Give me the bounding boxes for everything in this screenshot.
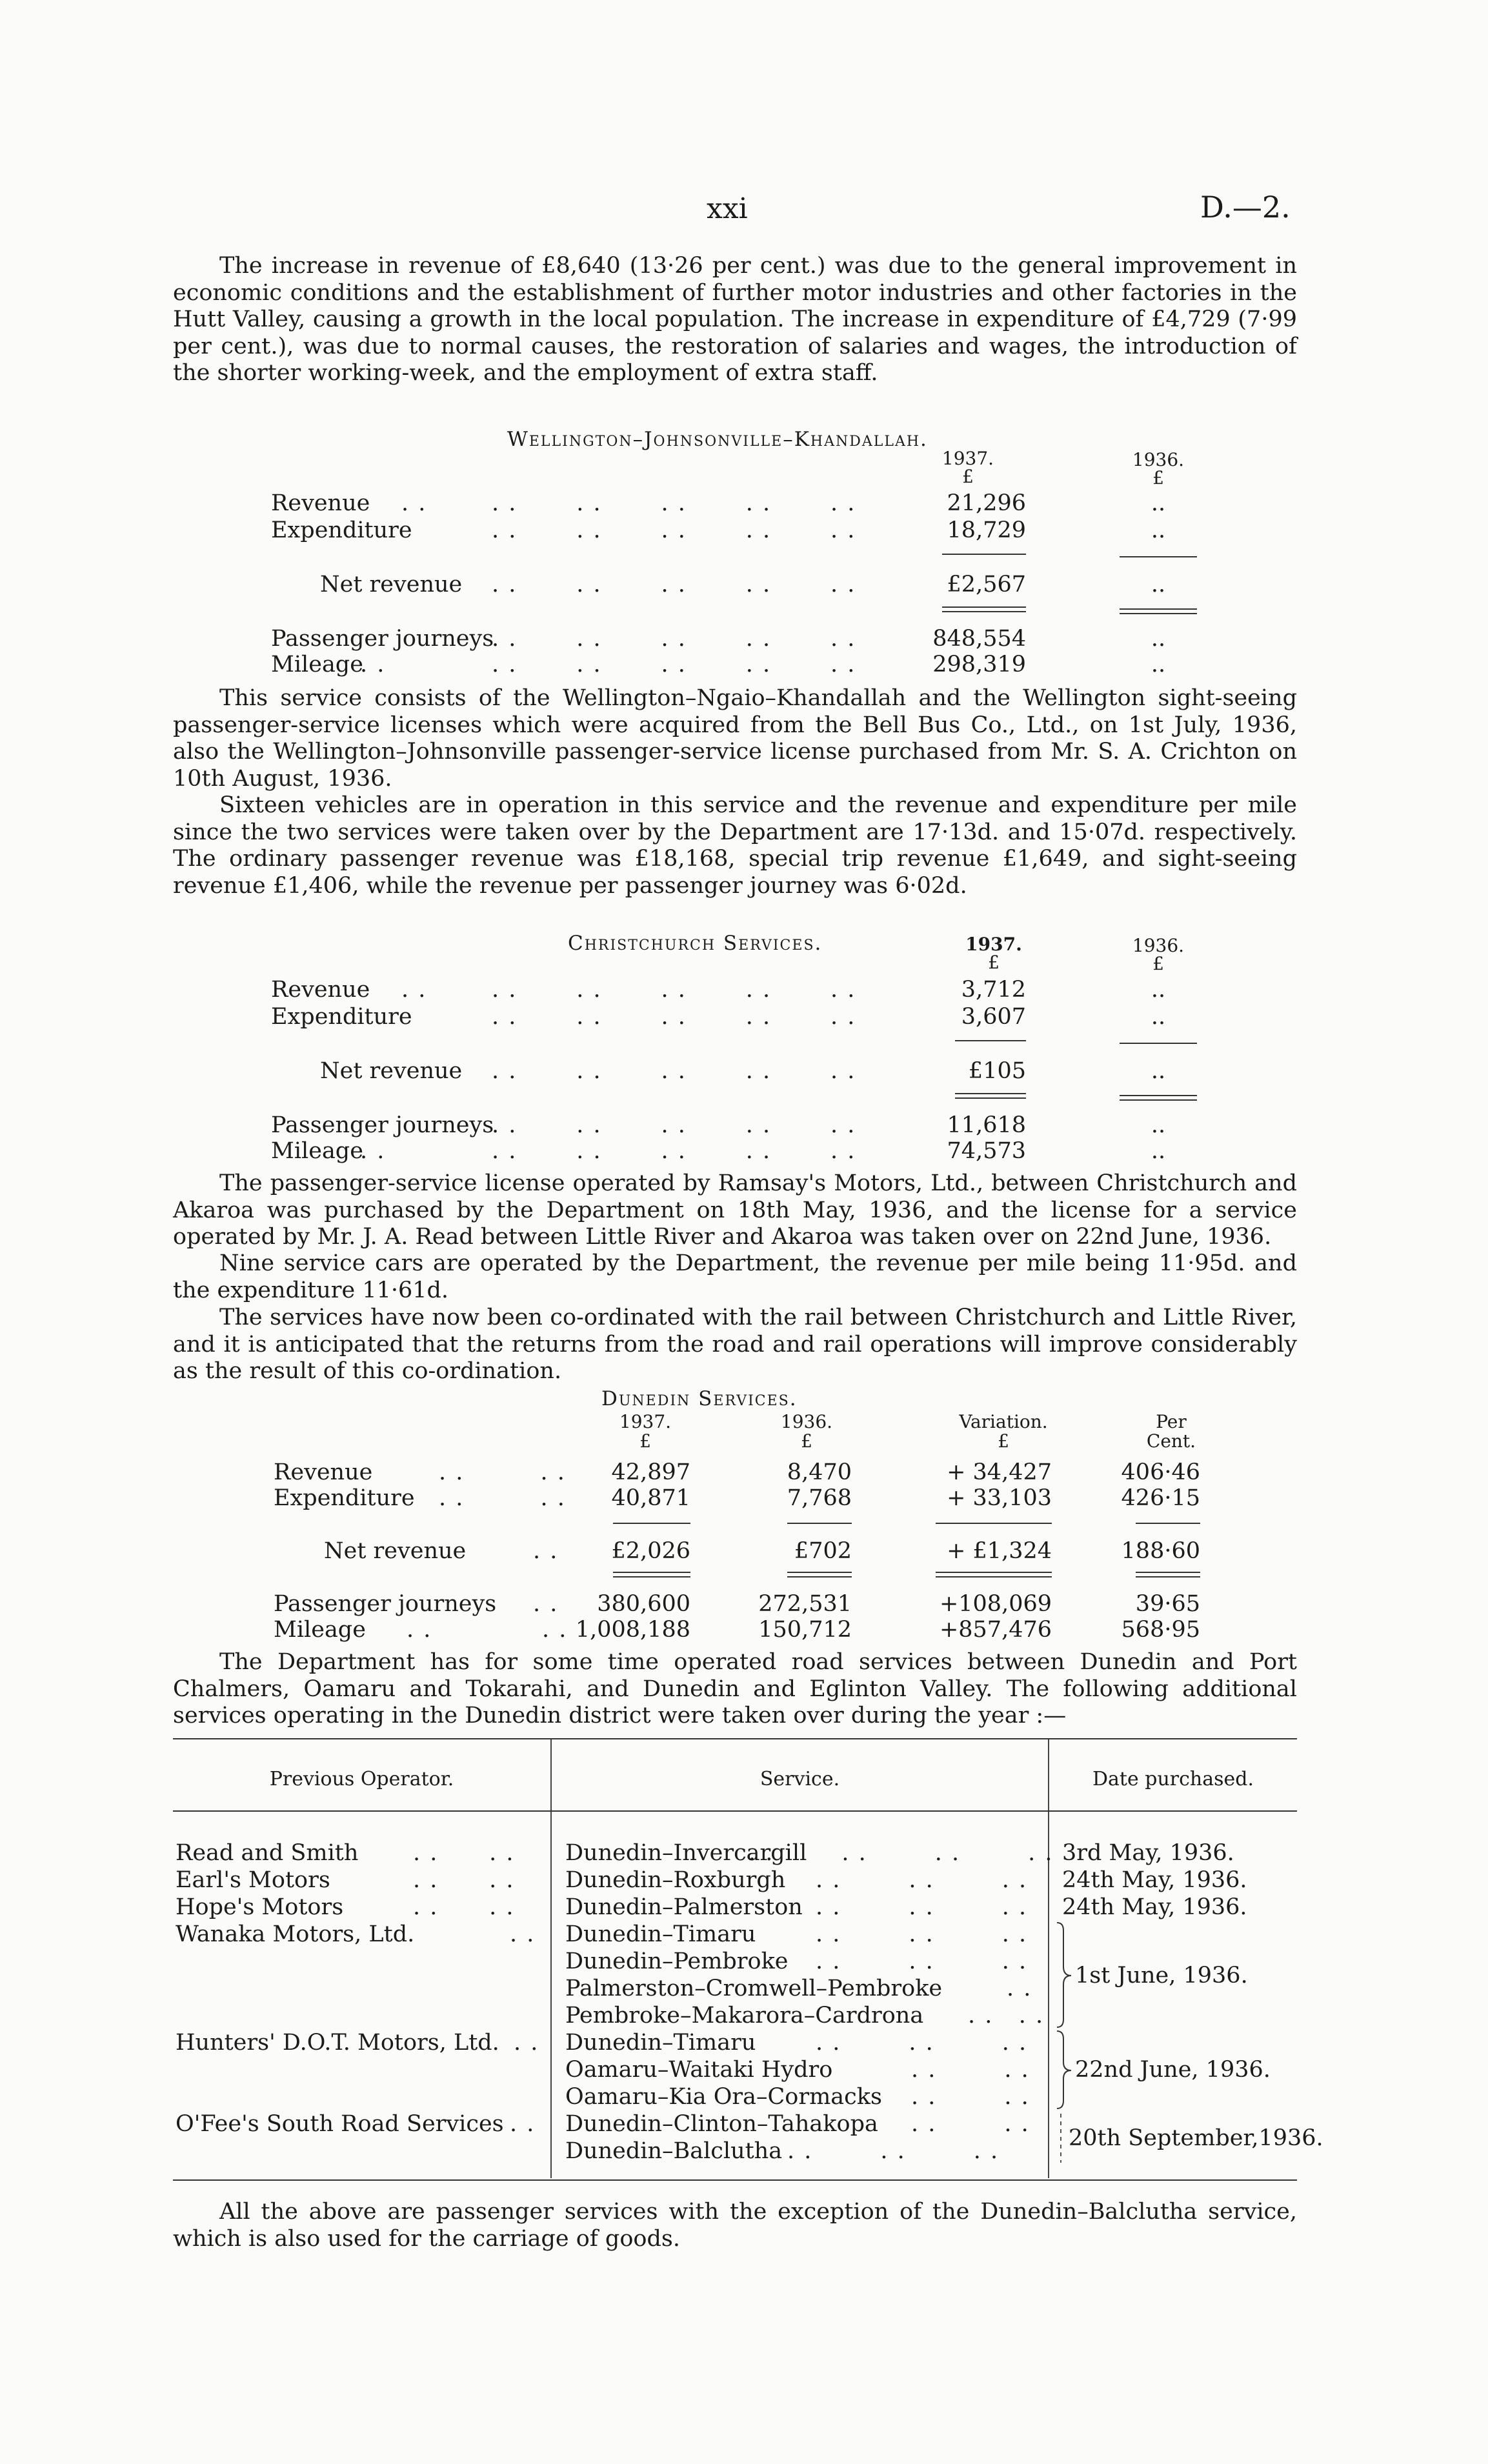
christchurch-title: Christchurch Services. bbox=[568, 932, 823, 955]
dunedin-passenger-journeys-percent: 39·65 bbox=[1135, 1591, 1200, 1617]
christchurch-mileage-1936: .. bbox=[1151, 1138, 1166, 1164]
header-service: Service. bbox=[759, 1768, 840, 1790]
dot-leader: . . bbox=[533, 1591, 559, 1617]
christchurch-paragraph-2-text: Nine service cars are operated by the Department, the revenue per mile being 11·95d. and the expenditure 11·61d. bbox=[173, 1250, 1297, 1303]
column-divider bbox=[550, 1739, 552, 2178]
christchurch-passenger-journeys-1936: .. bbox=[1151, 1112, 1166, 1138]
wellington-paragraph-2-text: Sixteen vehicles are in operation in this service and the revenue and expenditure per mile since the two services were taken over by the Department are 17·13d. and 15·07d. respectively. The ordinary passenger revenue was £18,168, special trip revenue £1,649, and sight-seeing revenue £1,406, while the revenue per passenger journey was 6·02d. bbox=[173, 792, 1297, 899]
dunedin-paragraph-1 bbox=[173, 1649, 1297, 1730]
dunedin-title: Dunedin Services. bbox=[601, 1387, 798, 1410]
operator-hunters-dot-motors: Hunters' D.O.T. Motors, Ltd. bbox=[176, 2030, 499, 2056]
dot-leader: . . . . bbox=[911, 2084, 1030, 2110]
service-dunedin-roxburgh: Dunedin–Roxburgh bbox=[565, 1867, 786, 1893]
dot-leader: . . bbox=[360, 1138, 386, 1164]
dot-leader: . . . . . . . . . . bbox=[492, 626, 856, 652]
table-top-rule bbox=[173, 1738, 1297, 1739]
christchurch-paragraph-1 bbox=[173, 1170, 1297, 1251]
dot-leader: . . . . . . . . . . bbox=[492, 977, 856, 1003]
dot-leader: . . . . bbox=[911, 2111, 1030, 2137]
dot-leader: . . . . . . . . bbox=[749, 1840, 1054, 1866]
christchurch-mileage-label: Mileage bbox=[271, 1138, 363, 1164]
dot-leader: . . bbox=[510, 1921, 536, 1947]
service-dunedin-palmerston: Dunedin–Palmerston bbox=[565, 1894, 803, 1920]
double-rule bbox=[613, 1572, 690, 1578]
wellington-mileage-1937: 298,319 bbox=[932, 652, 1026, 677]
service-dunedin-timaru-2: Dunedin–Timaru bbox=[565, 2030, 756, 2056]
christchurch-paragraph-3 bbox=[173, 1305, 1297, 1385]
wellington-paragraph-1 bbox=[173, 685, 1297, 792]
operator-ofees-south-road: O'Fee's South Road Services bbox=[176, 2111, 504, 2137]
dot-leader: . . . . . . bbox=[787, 2138, 1000, 2164]
operator-wanaka-motors: Wanaka Motors, Ltd. bbox=[176, 1921, 415, 1947]
double-rule bbox=[1120, 608, 1197, 614]
table-bottom-rule bbox=[173, 2179, 1297, 2181]
wellington-revenue-1936: .. bbox=[1151, 490, 1166, 516]
dunedin-revenue-label: Revenue bbox=[274, 1459, 373, 1485]
wellington-unit-1936: £ bbox=[1152, 467, 1164, 488]
dunedin-expenditure-percent: 426·15 bbox=[1121, 1485, 1200, 1511]
wellington-net-revenue-1937: £2,567 bbox=[947, 572, 1026, 597]
christchurch-passenger-journeys-label: Passenger journeys bbox=[271, 1112, 494, 1138]
wellington-title: Wellington–Johnsonville–Khandallah. bbox=[507, 428, 928, 451]
wellington-net-revenue-1936: .. bbox=[1151, 572, 1166, 597]
service-dunedin-pembroke: Dunedin–Pembroke bbox=[565, 1948, 789, 1974]
wellington-expenditure-label: Expenditure bbox=[271, 517, 412, 543]
christchurch-col-1936: 1936. bbox=[1132, 935, 1185, 956]
operator-hopes-motors: Hope's Motors bbox=[176, 1894, 344, 1920]
service-dunedin-timaru: Dunedin–Timaru bbox=[565, 1921, 756, 1947]
dot-leader: . . . . . . . . . . bbox=[492, 652, 856, 677]
dot-leader: . . . . . . bbox=[816, 2030, 1028, 2056]
wellington-unit-1937: £ bbox=[962, 466, 974, 487]
dunedin-paragraph-1-text: The Department has for some time operated road services between Dunedin and Port Chalmers, Oamaru and Tokarahi, and Dunedin and Eglinton Valley. The following additional services operating in the Dunedin district were taken over during the year :— bbox=[173, 1649, 1297, 1728]
dunedin-net-revenue-1936: £702 bbox=[794, 1538, 852, 1564]
christchurch-paragraph-2 bbox=[173, 1250, 1297, 1304]
wellington-col-1936: 1936. bbox=[1132, 449, 1185, 470]
dot-leader: . . . . bbox=[413, 1840, 515, 1866]
service-oamaru-waitaki-hydro: Oamaru–Waitaki Hydro bbox=[565, 2057, 833, 2083]
date-read-and-smith: 3rd May, 1936. bbox=[1062, 1840, 1234, 1866]
dot-leader: . . bbox=[514, 2030, 539, 2056]
dot-leader: . . . . bbox=[413, 1867, 515, 1893]
wellington-col-1937: 1937. bbox=[941, 448, 994, 469]
christchurch-revenue-label: Revenue bbox=[271, 977, 370, 1003]
dunedin-unit-variation: £ bbox=[998, 1430, 1009, 1452]
dunedin-col-1936: 1936. bbox=[780, 1411, 833, 1432]
dot-leader: . . bbox=[401, 490, 427, 516]
christchurch-unit-1936: £ bbox=[1152, 953, 1164, 974]
date-wanaka-motors: 1st June, 1936. bbox=[1075, 1963, 1248, 1988]
operator-earls-motors: Earl's Motors bbox=[176, 1867, 330, 1893]
dot-leader: . . . . . . . . . . bbox=[492, 490, 856, 516]
rule bbox=[936, 1523, 1052, 1524]
rule bbox=[955, 1040, 1026, 1041]
christchurch-paragraph-3-text: The services have now been co-ordinated with the rail between Christchurch and Little River, and it is anticipated that the returns from the road and rail operations will improve considerably as the result of this co-ordination. bbox=[173, 1305, 1297, 1384]
dot-leader: . . . . . . bbox=[816, 1867, 1028, 1893]
dot-leader: . . . . . . bbox=[816, 1948, 1028, 1974]
header-previous-operator: Previous Operator. bbox=[269, 1768, 454, 1790]
wellington-revenue-1937: 21,296 bbox=[947, 490, 1026, 516]
christchurch-expenditure-1936: .. bbox=[1151, 1004, 1166, 1030]
dunedin-revenue-percent: 406·46 bbox=[1121, 1459, 1200, 1485]
bracket-ofees bbox=[1056, 2111, 1066, 2165]
rule bbox=[1120, 1043, 1197, 1044]
wellington-paragraph-1-text: This service consists of the Wellington–Ngaio–Khandallah and the Wellington sight-seeing passenger-service licenses which were acquired from the Bell Bus Co., Ltd., on 1st July, 1936, also the Wellington–Johnsonville passenger-service license purchased from Mr. S. A. Crichton on 10th August, 1936. bbox=[173, 685, 1297, 792]
dunedin-expenditure-label: Expenditure bbox=[274, 1485, 415, 1511]
dunedin-unit-1937: £ bbox=[639, 1430, 651, 1452]
dunedin-passenger-journeys-variation: +108,069 bbox=[939, 1591, 1052, 1617]
dot-leader: . . bbox=[533, 1538, 559, 1564]
dunedin-revenue-1936: 8,470 bbox=[787, 1459, 852, 1485]
column-divider bbox=[1048, 1739, 1049, 2178]
christchurch-col-1937: 1937. bbox=[965, 934, 1022, 955]
service-dunedin-clinton-tahakopa: Dunedin–Clinton–Tahakopa bbox=[565, 2111, 878, 2137]
dot-leader: . . . . bbox=[407, 1617, 568, 1643]
rule bbox=[787, 1523, 852, 1524]
wellington-mileage-1936: .. bbox=[1151, 652, 1166, 677]
service-oamaru-kia-ora-cormacks: Oamaru–Kia Ora–Cormacks bbox=[565, 2084, 882, 2110]
dunedin-revenue-1937: 42,897 bbox=[611, 1459, 690, 1485]
service-dunedin-balclutha: Dunedin–Balclutha bbox=[565, 2138, 783, 2164]
dot-leader: . . . . . . . . . . bbox=[492, 1004, 856, 1030]
christchurch-unit-1937: £ bbox=[988, 952, 1000, 973]
dot-leader: . . bbox=[360, 652, 386, 677]
dot-leader: . . . . . . . . . . bbox=[492, 1058, 856, 1084]
dunedin-expenditure-1936: 7,768 bbox=[787, 1485, 852, 1511]
christchurch-net-revenue-1937: £105 bbox=[968, 1058, 1026, 1084]
christchurch-passenger-journeys-1937: 11,618 bbox=[947, 1112, 1026, 1138]
dunedin-revenue-variation: + 34,427 bbox=[947, 1459, 1052, 1485]
wellington-paragraph-2 bbox=[173, 792, 1297, 899]
wellington-expenditure-1937: 18,729 bbox=[947, 517, 1026, 543]
dot-leader: . . . . bbox=[911, 2057, 1030, 2083]
dunedin-net-revenue-1937: £2,026 bbox=[611, 1538, 690, 1564]
dunedin-col-1937: 1937. bbox=[619, 1411, 672, 1432]
dot-leader: . . bbox=[401, 977, 427, 1003]
wellington-passenger-journeys-label: Passenger journeys bbox=[271, 626, 494, 652]
dot-leader: . . . . . . . . . . bbox=[492, 1138, 856, 1164]
dunedin-passenger-journeys-1936: 272,531 bbox=[758, 1591, 852, 1617]
dunedin-net-revenue-label: Net revenue bbox=[324, 1538, 467, 1564]
dot-leader: . . . . . . bbox=[816, 1921, 1028, 1947]
closing-paragraph-text: All the above are passenger services with the exception of the Dunedin–Balclutha service, which is also used for the carriage of goods. bbox=[173, 2199, 1297, 2252]
double-rule bbox=[1120, 1095, 1197, 1101]
rule bbox=[942, 554, 1026, 555]
double-rule bbox=[787, 1572, 852, 1578]
christchurch-net-revenue-1936: .. bbox=[1151, 1058, 1166, 1084]
dunedin-unit-1936: £ bbox=[801, 1430, 812, 1452]
dot-leader: . . . . bbox=[413, 1894, 515, 1920]
date-earls-motors: 24th May, 1936. bbox=[1062, 1867, 1247, 1893]
christchurch-expenditure-1937: 3,607 bbox=[961, 1004, 1026, 1030]
document-reference: D.—2. bbox=[1200, 190, 1291, 225]
header-date-purchased: Date purchased. bbox=[1092, 1768, 1254, 1790]
intro-paragraph-text: The increase in revenue of £8,640 (13·26 per cent.) was due to the general improvement in economic conditions and the establishment of further motor industries and other factories in the Hutt Valley, causing a growth in the local population. The increase in expenditure of £4,729 (7·99 per cent.), was due to normal causes, the restoration of salaries and wages, the introduction of the shorter working-week, and the employment of extra staff. bbox=[173, 253, 1297, 386]
christchurch-mileage-1937: 74,573 bbox=[947, 1138, 1026, 1164]
dot-leader: . . . . . . bbox=[816, 1894, 1028, 1920]
dot-leader: . . bbox=[510, 2111, 536, 2137]
dot-leader: . . . . . . . . . . bbox=[492, 1112, 856, 1138]
page-number: xxi bbox=[707, 192, 748, 225]
dunedin-mileage-percent: 568·95 bbox=[1121, 1617, 1200, 1643]
dunedin-col-per: Per bbox=[1156, 1411, 1187, 1432]
dot-leader: . . . . . . . . . . bbox=[492, 572, 856, 597]
dot-leader: . . bbox=[1007, 1976, 1032, 2001]
christchurch-revenue-1936: .. bbox=[1151, 977, 1166, 1003]
wellington-mileage-label: Mileage bbox=[271, 652, 363, 677]
dot-leader: . . . . bbox=[439, 1485, 566, 1511]
dunedin-mileage-variation: +857,476 bbox=[939, 1617, 1052, 1643]
date-hopes-motors: 24th May, 1936. bbox=[1062, 1894, 1247, 1920]
dunedin-net-revenue-variation: + £1,324 bbox=[947, 1538, 1052, 1564]
wellington-passenger-journeys-1936: .. bbox=[1151, 626, 1166, 652]
intro-paragraph bbox=[173, 253, 1297, 387]
dunedin-mileage-1937: 1,008,188 bbox=[575, 1617, 690, 1643]
christchurch-net-revenue-label: Net revenue bbox=[320, 1058, 463, 1084]
bracket-hunters bbox=[1056, 2030, 1075, 2111]
rule bbox=[1136, 1523, 1200, 1524]
dunedin-col-cent: Cent. bbox=[1146, 1430, 1196, 1452]
dunedin-col-variation: Variation. bbox=[959, 1411, 1048, 1432]
dunedin-mileage-label: Mileage bbox=[274, 1617, 366, 1643]
christchurch-revenue-1937: 3,712 bbox=[961, 977, 1026, 1003]
double-rule bbox=[942, 606, 1026, 612]
service-dunedin-invercargill: Dunedin–Invercargill bbox=[565, 1840, 807, 1866]
christchurch-paragraph-1-text: The passenger-service license operated by Ramsay's Motors, Ltd., between Christchurch and Akaroa was purchased by the Department on 18th May, 1936, and the license for a service operated by Mr. J. A. Read between Little River and Akaroa was taken over on 22nd June, 1936. bbox=[173, 1170, 1297, 1250]
service-pembroke-makarora-cardrona: Pembroke–Makarora–Cardrona bbox=[565, 2003, 924, 2028]
dunedin-passenger-journeys-label: Passenger journeys bbox=[274, 1591, 497, 1617]
service-palmerston-cromwell-pembroke: Palmerston–Cromwell–Pembroke bbox=[565, 1976, 943, 2001]
dunedin-mileage-1936: 150,712 bbox=[758, 1617, 852, 1643]
dot-leader: . . . . bbox=[439, 1459, 566, 1485]
dunedin-passenger-journeys-1937: 380,600 bbox=[597, 1591, 690, 1617]
dunedin-net-revenue-percent: 188·60 bbox=[1121, 1538, 1200, 1564]
bracket-wanaka bbox=[1056, 1921, 1075, 2030]
rule bbox=[613, 1523, 690, 1524]
operator-read-and-smith: Read and Smith bbox=[176, 1840, 359, 1866]
wellington-passenger-journeys-1937: 848,554 bbox=[932, 626, 1026, 652]
wellington-net-revenue-label: Net revenue bbox=[320, 572, 463, 597]
dot-leader: . . . . . . . . . . bbox=[492, 517, 856, 543]
date-ofees-south-road: 20th September,1936. bbox=[1069, 2125, 1323, 2151]
rule bbox=[1120, 556, 1197, 557]
double-rule bbox=[1136, 1572, 1200, 1578]
wellington-expenditure-1936: .. bbox=[1151, 517, 1166, 543]
christchurch-expenditure-label: Expenditure bbox=[271, 1004, 412, 1030]
dunedin-expenditure-1937: 40,871 bbox=[611, 1485, 690, 1511]
header-bottom-rule bbox=[173, 1810, 1297, 1812]
closing-paragraph bbox=[173, 2199, 1297, 2252]
double-rule bbox=[936, 1572, 1052, 1578]
double-rule bbox=[955, 1093, 1026, 1099]
date-hunters-dot-motors: 22nd June, 1936. bbox=[1075, 2057, 1271, 2083]
dot-leader: . . . . bbox=[968, 2003, 1045, 2028]
wellington-revenue-label: Revenue bbox=[271, 490, 370, 516]
dunedin-expenditure-variation: + 33,103 bbox=[947, 1485, 1052, 1511]
